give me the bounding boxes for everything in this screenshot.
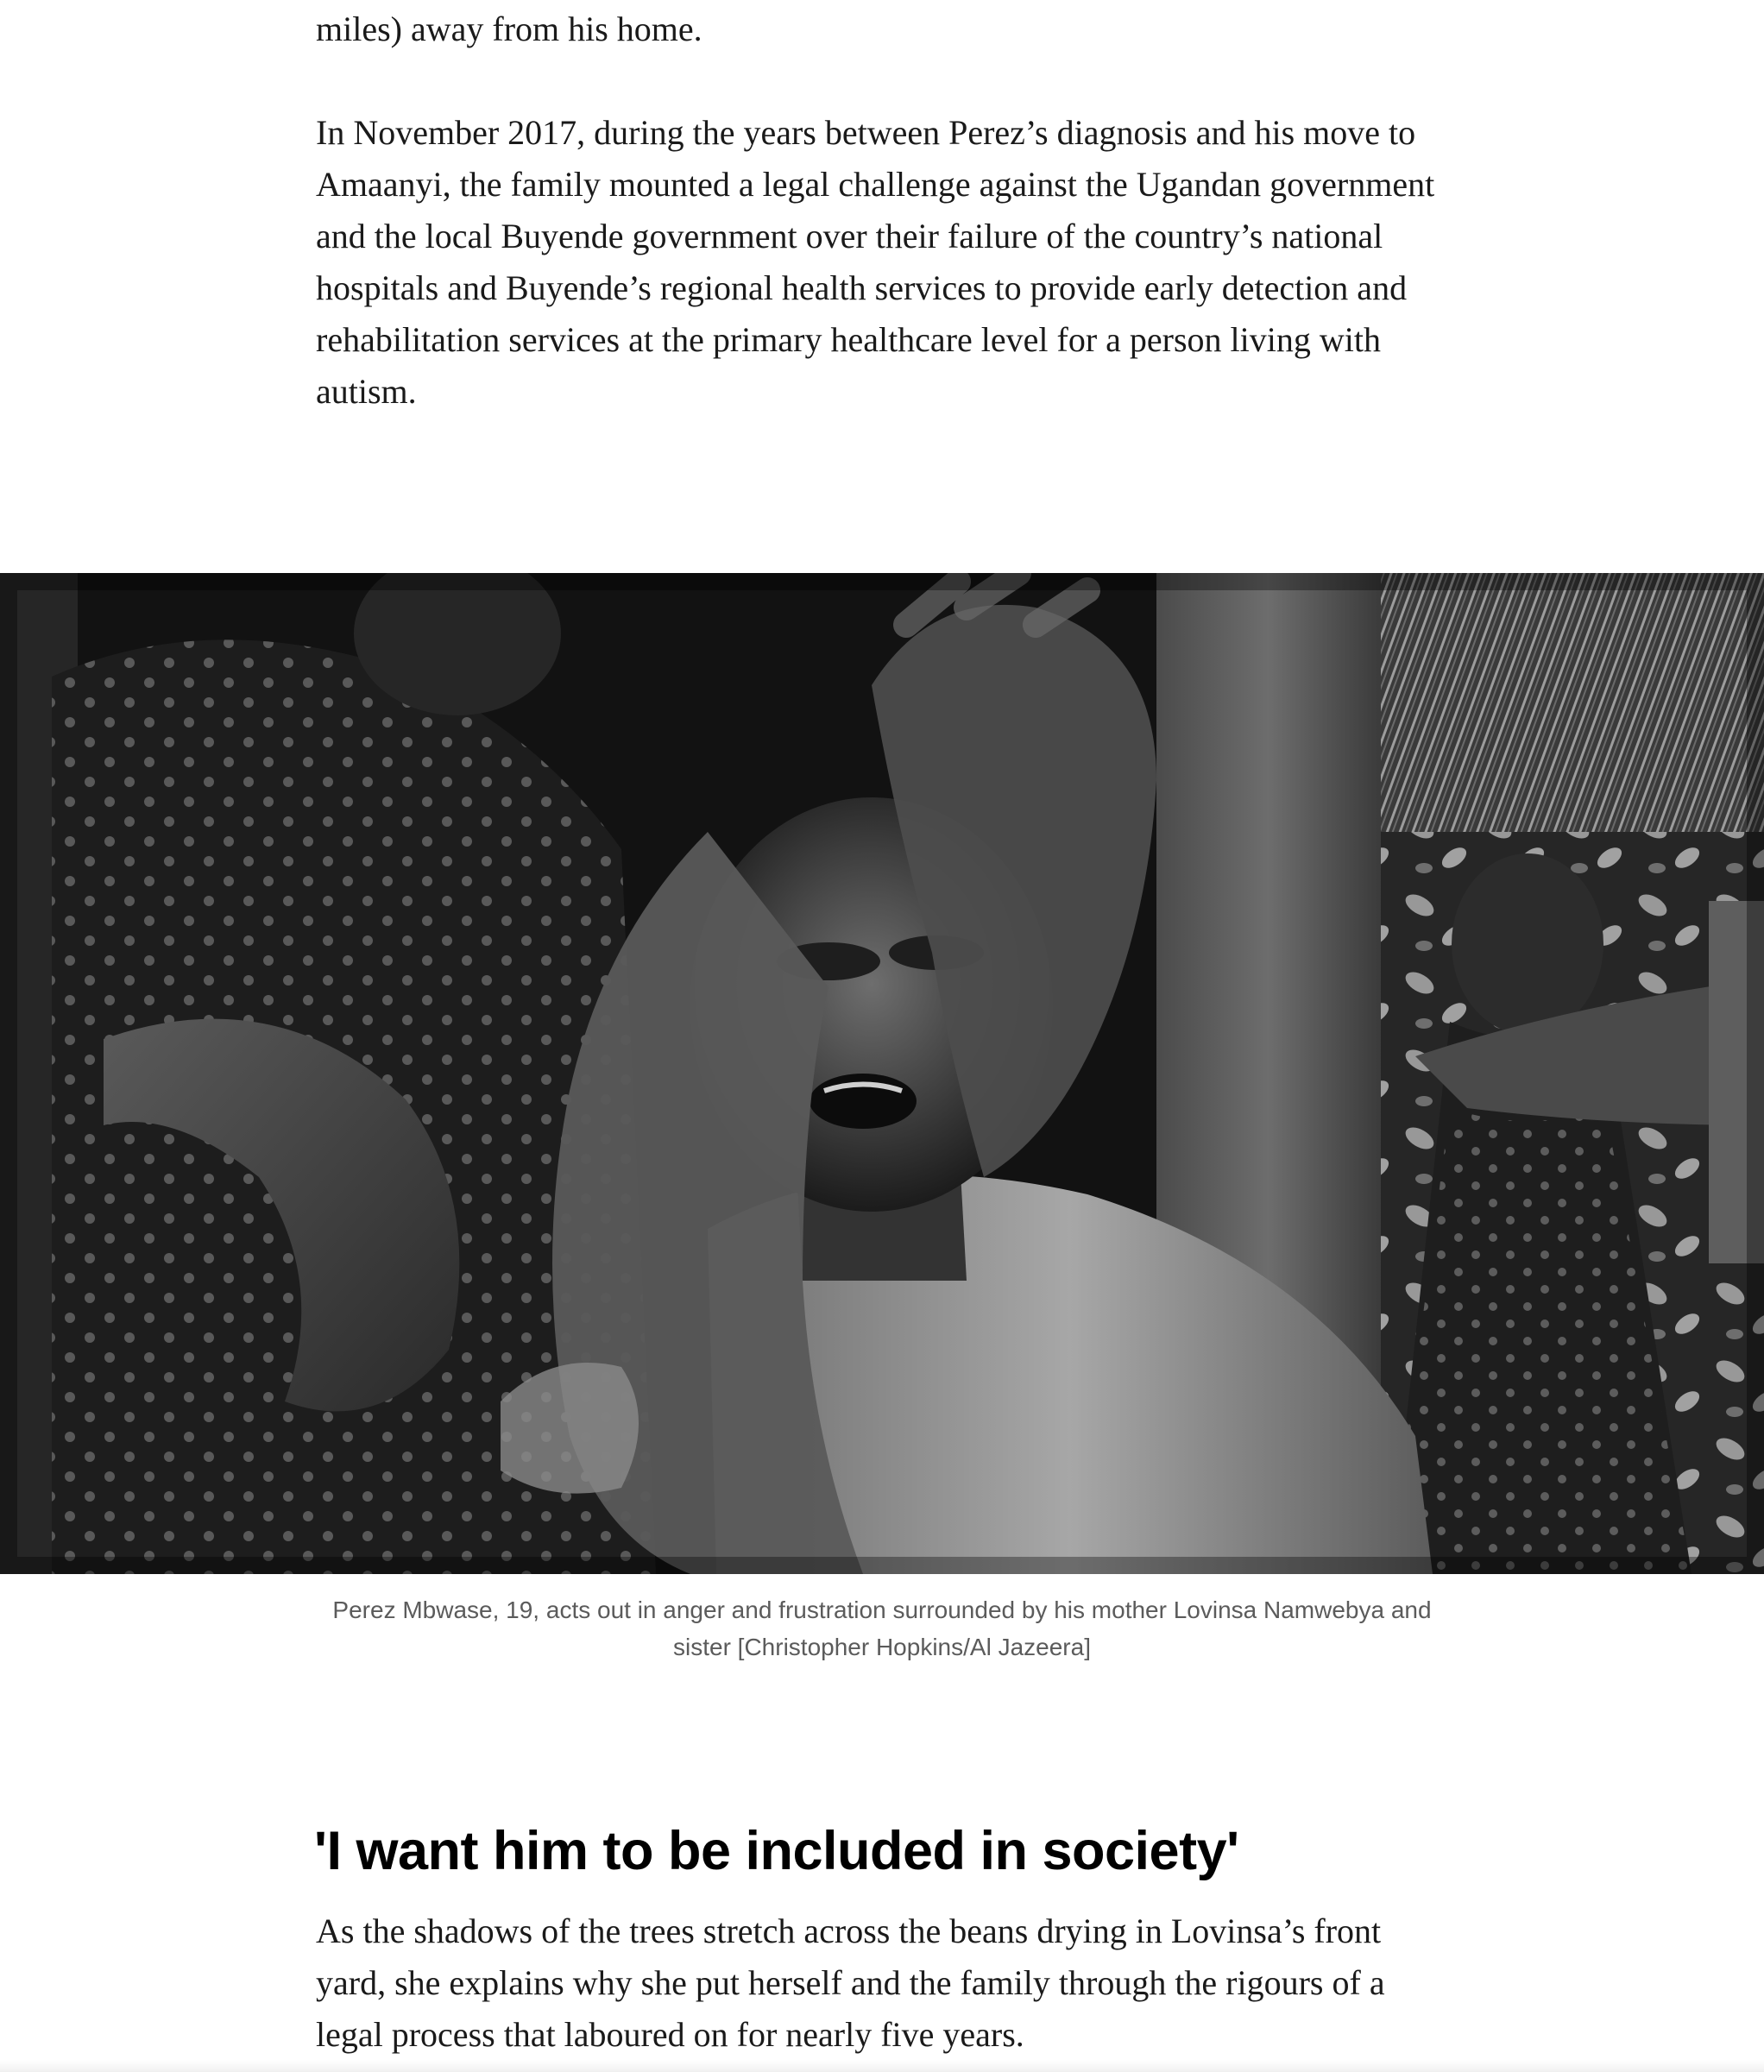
- article-photo: [0, 573, 1764, 1574]
- photo-caption: Perez Mbwase, 19, acts out in anger and frustration surrounded by his mother Lovinsa Namwebya and sister [Christopher Hopkins/Al Jazeera]: [332, 1597, 1432, 1660]
- article-paragraph-lawsuit: In November 2017, during the years between Perez’s diagnosis and his move to Amaanyi, the family mounted a legal challenge against the Ugandan government and the local Buyende government over their failure of the country’s national hospitals and Buyende’s regional health services to provide early detection and rehabilitation services at the primary healthcare level for a person living with autism.: [316, 113, 1435, 411]
- article-paragraph-top: miles) away from his home.: [316, 9, 702, 48]
- bottom-fade: [0, 2060, 1764, 2072]
- article-paragraph-shadows: As the shadows of the trees stretch across the beans drying in Lovinsa’s front yard, she explains why she put herself and the family through the rigours of a legal process that laboured on for nearly five years.: [316, 1911, 1385, 2054]
- section-heading: 'I want him to be included in society': [314, 1821, 1239, 1881]
